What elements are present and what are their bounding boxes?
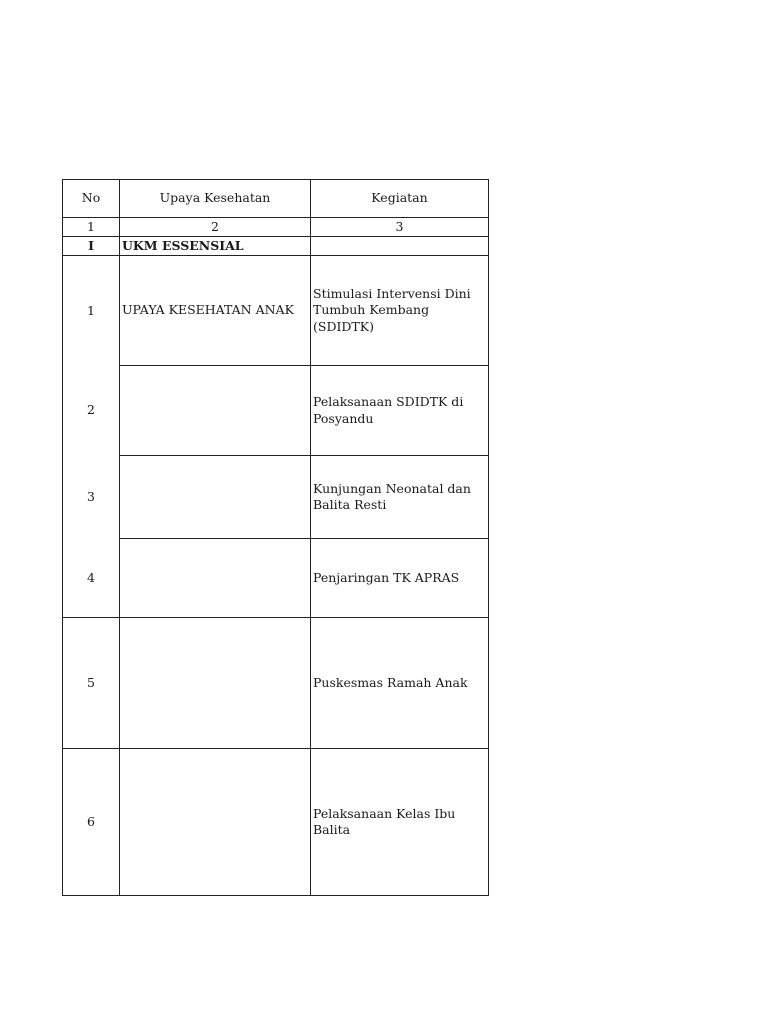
row-number: 5 <box>63 618 120 749</box>
section-title: UKM ESSENSIAL <box>120 237 311 256</box>
table-row <box>63 456 489 539</box>
row-kegiatan: Pelaksanaan Kelas Ibu Balita <box>311 749 489 896</box>
table-row <box>63 618 489 749</box>
row-kegiatan: Stimulasi Intervensi Dini Tumbuh Kembang (SDIDTK) <box>311 256 489 366</box>
row-upaya <box>120 539 311 618</box>
row-number: 4 <box>63 539 120 618</box>
activity-table <box>62 179 489 896</box>
header-kegiatan: Kegiatan <box>311 180 489 218</box>
row-number: 3 <box>63 456 120 539</box>
row-kegiatan: Penjaringan TK APRAS <box>311 539 489 618</box>
row-upaya: UPAYA KESEHATAN ANAK <box>120 256 311 366</box>
row-upaya <box>120 749 311 896</box>
table-row <box>63 256 489 366</box>
column-index-row <box>63 218 489 237</box>
row-upaya <box>120 618 311 749</box>
section-empty-cell <box>311 237 489 256</box>
row-upaya <box>120 456 311 539</box>
row-kegiatan: Kunjungan Neonatal dan Balita Resti <box>311 456 489 539</box>
table-row <box>63 366 489 456</box>
section-row <box>63 237 489 256</box>
index-kegiatan: 3 <box>311 218 489 237</box>
row-number: 1 <box>63 256 120 366</box>
table-row <box>63 749 489 896</box>
row-upaya <box>120 366 311 456</box>
section-number: I <box>63 237 120 256</box>
index-no: 1 <box>63 218 120 237</box>
row-kegiatan: Puskesmas Ramah Anak <box>311 618 489 749</box>
header-row <box>63 180 489 218</box>
header-upaya-kesehatan: Upaya Kesehatan <box>120 180 311 218</box>
row-number: 2 <box>63 366 120 456</box>
index-upaya: 2 <box>120 218 311 237</box>
row-kegiatan: Pelaksanaan SDIDTK di Posyandu <box>311 366 489 456</box>
header-no: No <box>63 180 120 218</box>
row-number: 6 <box>63 749 120 896</box>
table-row <box>63 539 489 618</box>
